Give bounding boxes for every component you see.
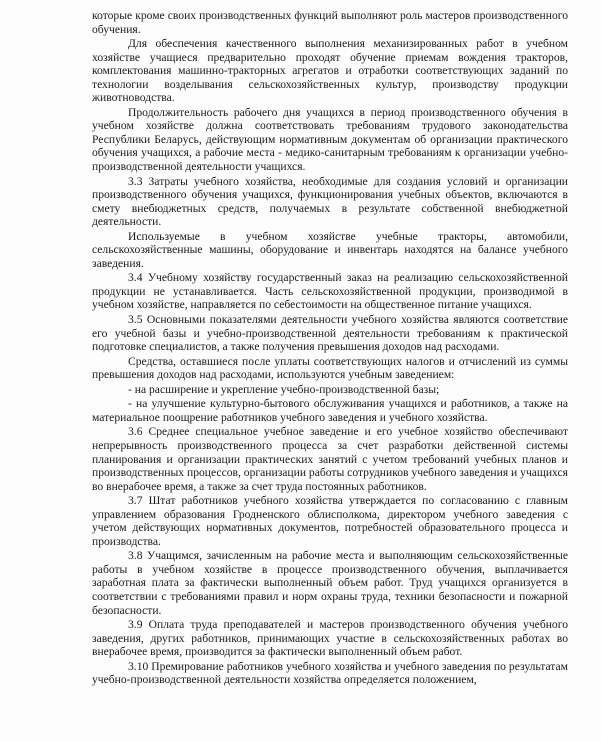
paragraph-working-day: Продолжительность рабочего дня учащихся в период производственного обучения в учебном хозяйстве должна соответствовать требованиям трудового законодательства Республики Беларусь, действующим нормативным документам об организации практического обучения учащихся, а рабочие места - медико-санитарным требованиям к организации учебно-производственной деятельности учащихся. (92, 105, 568, 174)
paragraph-remaining-funds: Средства, оставшиеся после уплаты соответствующих налогов и отчислений из суммы превышения доходов над расходами, используются учебным заведением: (92, 354, 568, 382)
paragraph-mechanized-training: Для обеспечения качественного выполнения механизированных работ в учебном хозяйстве учащиеся предварительно проходят обучение приемам вождения тракторов, комплектования машинно-тракторных агрегатов и отработки соответствующих заданий по технологии возделывания сельскохозяйственных культур, производству продукции животноводства. (92, 37, 568, 105)
paragraph-3-7: 3.7 Штат работников учебного хозяйства утверждается по согласованию с главным управлением образования Гродненского облисполкома, директором учебного заведения с учетом действующих нормативных документов, потребностей образовательного процесса и производства. (92, 494, 568, 548)
paragraph-3-8: 3.8 Учащимся, зачисленным на рабочие места и выполняющим сельскохозяйственные работы в учебном хозяйстве в процессе производственного обучения, выплачивается заработная плата за фактически выполненный объем работ. Труд учащихся организуется в соответствии с требованиями правил и норм охраны труда, техники безопасности и пожарной безопасности. (92, 549, 568, 617)
document-body (92, 9, 568, 688)
paragraph-3-5: 3.5 Основными показателями деятельности учебного хозяйства являются соответствие его учебной базы и учебно-производственной деятельности требованиям к практической подготовке специалистов, а также получения превышения доходов над расходами. (92, 313, 568, 354)
list-item-base-expansion: - на расширение и укрепление учебно-производственной базы; (128, 382, 440, 396)
paragraph-3-9: 3.9 Оплата труда преподавателей и мастеров производственного обучения учебного заведения, других работников, принимающих участие в сельскохозяйственных работах во внерабочее время, производится за фактически выполненный объем работ. (92, 618, 568, 659)
paragraph-continuation: которые кроме своих производственных функций выполняют роль мастеров производственного обучения. (92, 9, 568, 36)
paragraph-3-10: 3.10 Премирование работников учебного хозяйства и учебного заведения по результатам учебно-производственной деятельности хозяйства определяется положением, (92, 659, 568, 687)
list-item-welfare: - на улучшение культурно-бытового обслуживания учащихся и работников, а также на материальное поощрение работников учебного заведения и учебного хозяйства. (92, 397, 568, 424)
paragraph-3-4: 3.4 Учебному хозяйству государственный заказ на реализацию сельскохозяйственной продукции не устанавливается. Часть сельскохозяйственной продукции, производимой в учебном хозяйстве, направляется по себестоимости на общественное питание учащихся. (92, 271, 568, 312)
paragraph-3-3: 3.3 Затраты учебного хозяйства, необходимые для создания условий и организации производственного обучения учащихся, функционирования учебных объектов, включаются в смету внебюджетных средств, получаемых в результате собственной внебюджетной деятельности. (92, 174, 568, 229)
paragraph-3-6: 3.6 Среднее специальное учебное заведение и его учебное хозяйство обеспечивают непрерывность производственного процесса за счет разработки действенной системы планирования и организации практических занятий с учетом требований учебных планов и производственных процессов, организации работы сотрудников учебного заведения и учащихся во внерабочее время, а также за счет труда постоянных работников. (92, 425, 568, 493)
paragraph-equipment-balance: Используемые в учебном хозяйстве учебные тракторы, автомобили, сельскохозяйственные машины, оборудование и инвентарь находятся на балансе учебного заведения. (92, 229, 568, 270)
